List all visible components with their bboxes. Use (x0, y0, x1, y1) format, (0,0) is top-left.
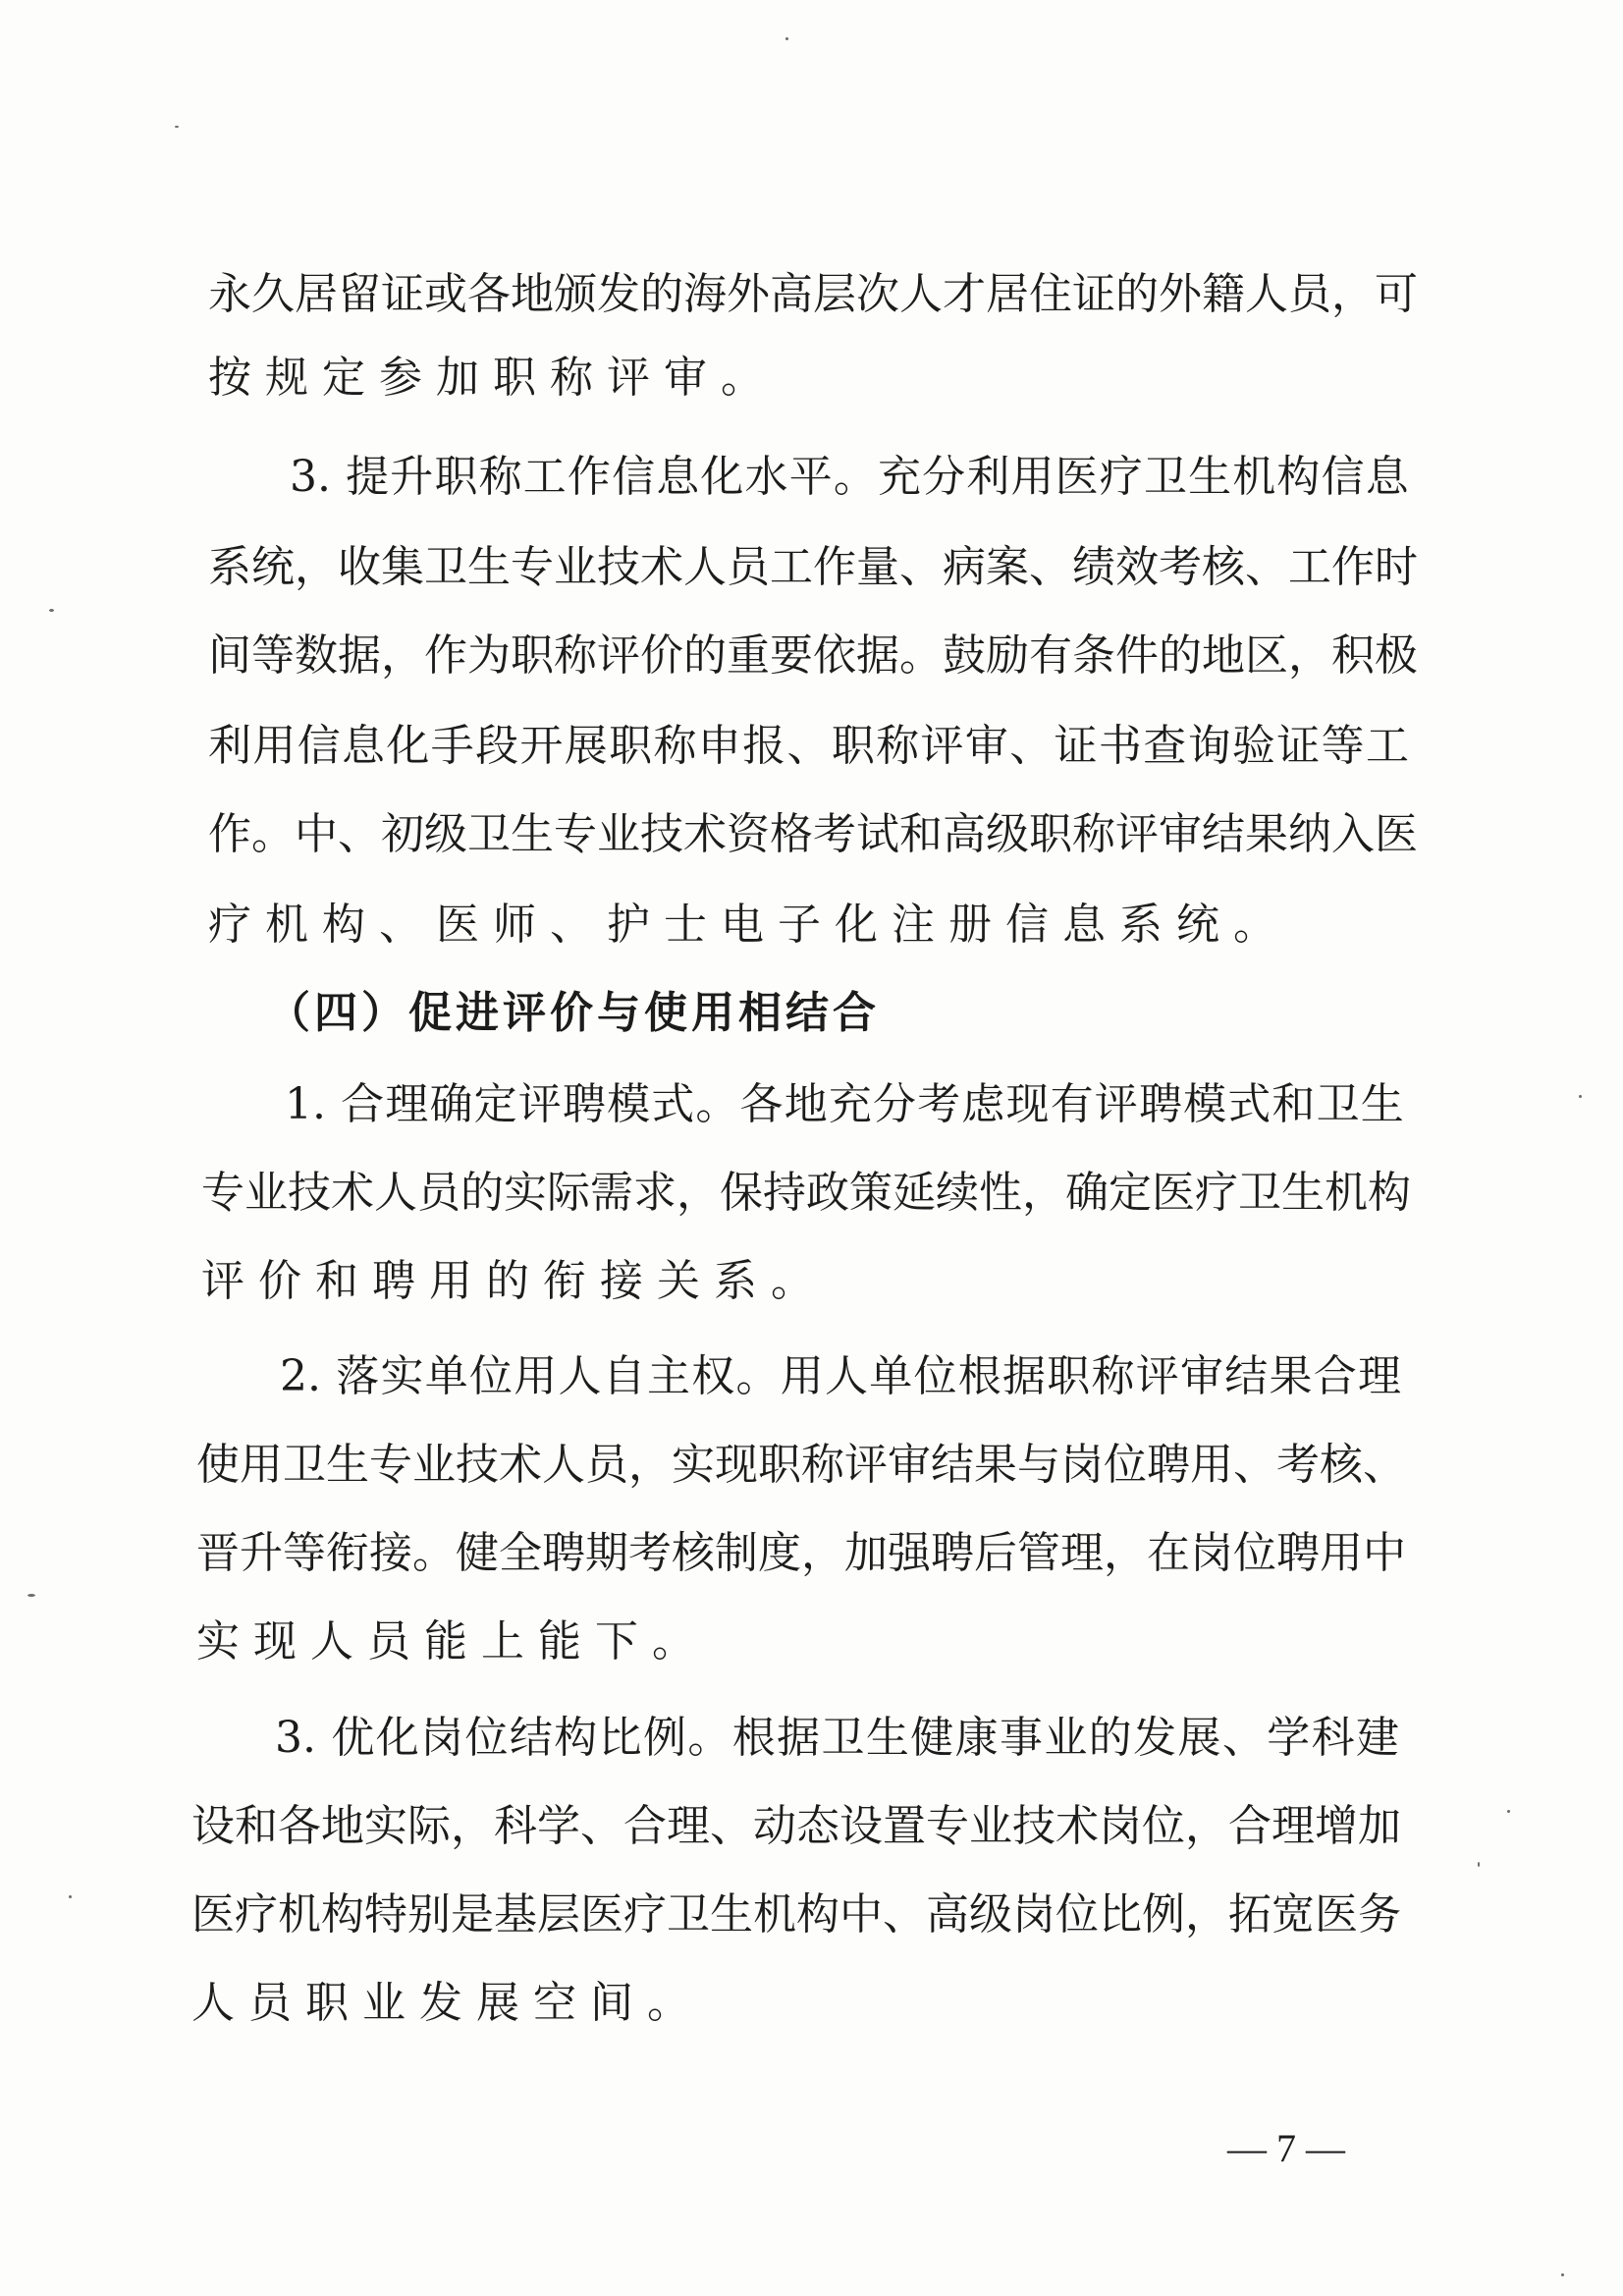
scan-speck (27, 1594, 35, 1597)
scan-speck (69, 1895, 72, 1898)
text-line: 设 和 各 地 实 际 ， 科 学 、 合 理 、 动 态 设 置 专 业 技 术 岗 位 ， 合 理 增 加 (191, 1801, 1401, 1851)
text-line: 专 业 技 术 人 员 的 实 际 需 求 ， 保 持 政 策 延 续 性 ， 确 定 医 疗 卫 生 机 构 (201, 1168, 1411, 1218)
text-line: 实现人员能上能下。 (196, 1616, 709, 1667)
section-heading: （四）促进评价与使用相结合 (267, 988, 880, 1038)
scan-speck (1478, 1862, 1480, 1867)
text-line: 3. 优 化 岗 位 结 构 比 例 。 根 据 卫 生 健 康 事 业 的 发 展 、 学 科 建 (275, 1713, 1399, 1763)
page-number: — 7 — (1227, 2126, 1345, 2170)
text-line: 使 用 卫 生 专 业 技 术 人 员 ， 实 现 职 称 评 审 结 果 与 岗 位 聘 用 、 考 核 、 (196, 1440, 1406, 1490)
text-line: 作 。 中 、 初 级 卫 生 专 业 技 术 资 格 考 试 和 高 级 职 称 评 审 结 果 纳 入 医 (208, 809, 1418, 859)
scan-speck (1561, 2273, 1564, 2276)
text-line: 间 等 数 据 ， 作 为 职 称 评 价 的 重 要 依 据 。 鼓 励 有 条 件 的 地 区 ， 积 极 (208, 630, 1418, 681)
text-line: 医 疗 机 构 特 别 是 基 层 医 疗 卫 生 机 构 中 、 高 级 岗 位 比 例 ， 拓 宽 医 务 (191, 1889, 1401, 1940)
text-line: 人员职业发展空间。 (191, 1978, 704, 2028)
text-line: 2. 落 实 单 位 用 人 自 主 权 。 用 人 单 位 根 据 职 称 评 审 结 果 合 理 (280, 1351, 1401, 1401)
text-line: 3. 提 升 职 称 工 作 信 息 化 水 平 。 充 分 利 用 医 疗 卫 生 机 构 信 息 (290, 452, 1409, 502)
text-line: 永 久 居 留 证 或 各 地 颁 发 的 海 外 高 层 次 人 才 居 住 证 的 外 籍 人 员 ， 可 (208, 269, 1418, 319)
text-line: 系 统 ， 收 集 卫 生 专 业 技 术 人 员 工 作 量 、 病 案 、 绩 效 考 核 、 工 作 时 (208, 542, 1418, 592)
text-line: 1. 合 理 确 定 评 聘 模 式 。 各 地 充 分 考 虑 现 有 评 聘 模 式 和 卫 生 (285, 1079, 1404, 1129)
text-line: 按规定参加职称评审。 (208, 353, 778, 403)
text-line: 利 用 信 息 化 手 段 开 展 职 称 申 报 、 职 称 评 审 、 证 书 查 询 验 证 等 工 (208, 721, 1409, 771)
text-line: 晋 升 等 衔 接 。 健 全 聘 期 考 核 制 度 ， 加 强 聘 后 管 理 ， 在 岗 位 聘 用 中 (196, 1528, 1406, 1578)
scan-speck (175, 126, 179, 128)
text-line: 评价和聘用的衔接关系。 (201, 1256, 828, 1306)
scan-speck (1507, 1810, 1510, 1813)
scan-speck (1579, 1095, 1582, 1098)
text-line: 疗机构、医师、护士电子化注册信息系统。 (208, 900, 1290, 950)
scan-speck (49, 609, 54, 612)
scan-speck (785, 37, 788, 40)
